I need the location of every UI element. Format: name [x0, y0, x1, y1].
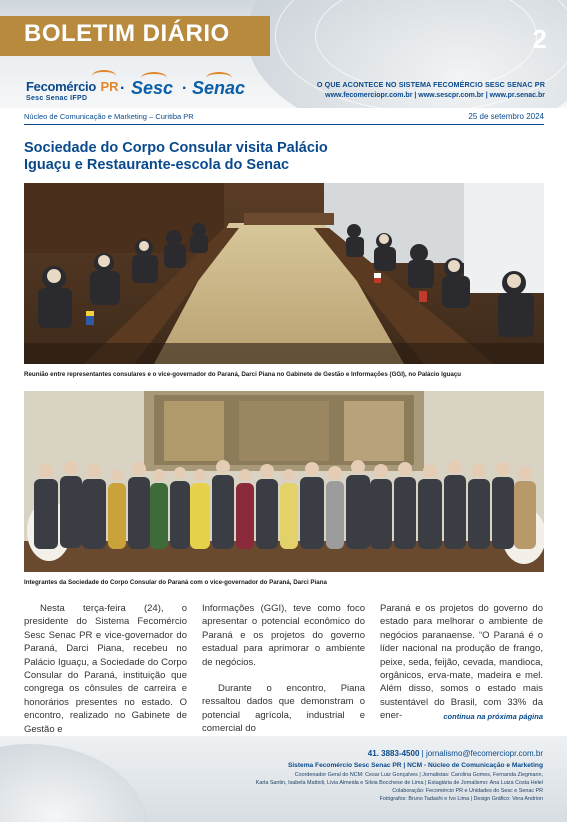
fecomercio-pr: PR [100, 79, 119, 94]
footer-org: Sistema Fecomércio Sesc Senac PR | NCM - Núcleo de Comunicação e Marketing [287, 762, 543, 769]
sesc-logo-text: Sesc [131, 78, 174, 98]
footer-phone: 41. 3883-4500 [367, 749, 420, 758]
logo-separator: · [182, 80, 188, 97]
meeting-photo [24, 183, 544, 364]
newsletter-title: BOLETIM DIÁRIO [24, 20, 230, 47]
headline-line: Iguaçu e Restaurante-escola do Senac [24, 157, 290, 173]
fecomercio-sub: Sesc Senac IFPD [26, 95, 88, 102]
senac-logo-text: Senac [192, 78, 246, 98]
department-label: Núcleo de Comunicação e Marketing – Curitiba PR [24, 112, 194, 121]
footer-credits: Karla Santin, Isabela Mattioli, Livia Almeida e Silvia Bocchese de Lima | Estagiária de Jornalismo: Ana Luiza Costa Helel [255, 780, 543, 786]
fecomercio-logo [26, 78, 119, 102]
group-photo-illustration [24, 391, 544, 572]
subheader [24, 112, 544, 121]
slogan: O QUE ACONTECE NO SISTEMA FECOMÉRCIO SESC SENAC PR [316, 80, 545, 89]
footer-globe-graphic [0, 744, 150, 822]
meeting-photo-illustration [24, 183, 544, 364]
header-banner [0, 0, 567, 108]
logo-separator: · [120, 80, 126, 97]
article-headline [24, 140, 544, 174]
senac-logo [192, 78, 245, 99]
article-paragraph: Informações (GGI), teve como foco apresentar o potencial econômico do Paraná e os projetos do governo estadual para aprimorar o ambiente de negócios. [202, 603, 365, 668]
websites-links[interactable]: www.fecomerciopr.com.br | www.sescpr.com.br | www.pr.senac.br [325, 92, 545, 99]
photo-caption: Integrantes da Sociedade do Corpo Consular do Paraná com o vice-governador do Paraná, Darci Piana [24, 579, 327, 586]
article-paragraph: Nesta terça-feira (24), o presidente do Sistema Fecomércio Sesc Senac PR e vice-governador do Paraná, Darci Piana, recebeu no Palácio Iguaçu, a Sociedade do Corpo Consular do Paraná, instituição que congrega os cônsules de carreira e honorários presentes no estado. O encontro, realizado no Gabinete de Gestão e [24, 603, 187, 735]
article-column-1 [24, 602, 187, 749]
article-column-2 [202, 602, 365, 749]
photo-caption: Reunião entre representantes consulares e o vice-governador do Paraná, Darci Piana no Gabinete de Gestão e Informações (GGI), no Palácio Iguaçu [24, 371, 462, 378]
headline-line: Sociedade do Corpo Consular visita Palácio [24, 140, 328, 156]
logo-arc [92, 70, 116, 82]
article-paragraph: Paraná e os projetos do governo do estado para melhorar o ambiente de negócios paranaense. “O Paraná é o líder nacional na produção de frango, peixe, seda, feijão, cevada, mandioca, orgânicos, erva-mate, madeira e mel. Além disso, somos o estado mais sustentável do Brasil, com 33% da ener- [380, 603, 543, 722]
logo-arc [206, 72, 232, 84]
footer-credits: Coordenador Geral do NCM: Cesar Luiz Gonçalves | Jornalistas: Carolina Gomes, Fernanda Ziegmann, [294, 772, 543, 778]
footer-contact: 41. 3883-4500 | jornalismo@fecomerciopr.com.br [367, 749, 543, 758]
logo-arc [141, 72, 167, 84]
page-number: 2 [532, 24, 547, 54]
sesc-logo [131, 78, 173, 99]
fecomercio-name: Fecomércio [26, 79, 96, 94]
footer-credits: Colaboração: Fecomércio PR e Unidades do Sesc e Senac PR [392, 788, 543, 794]
continued-link[interactable]: continua na próxima página [443, 712, 543, 721]
divider [24, 124, 544, 125]
issue-date: 25 de setembro 2024 [468, 112, 544, 121]
article-paragraph: Durante o encontro, Piana ressaltou dados que demonstram o potencial agrícola, industrial e comercial do [202, 683, 365, 735]
footer-email[interactable]: jornalismo@fecomerciopr.com.br [425, 749, 543, 758]
footer [0, 736, 567, 822]
group-photo [24, 391, 544, 572]
footer-credits: Fotógrafos: Bruno Tadashi e Ivo Lima | Design Gráfico: Vera Andrion [379, 796, 543, 802]
